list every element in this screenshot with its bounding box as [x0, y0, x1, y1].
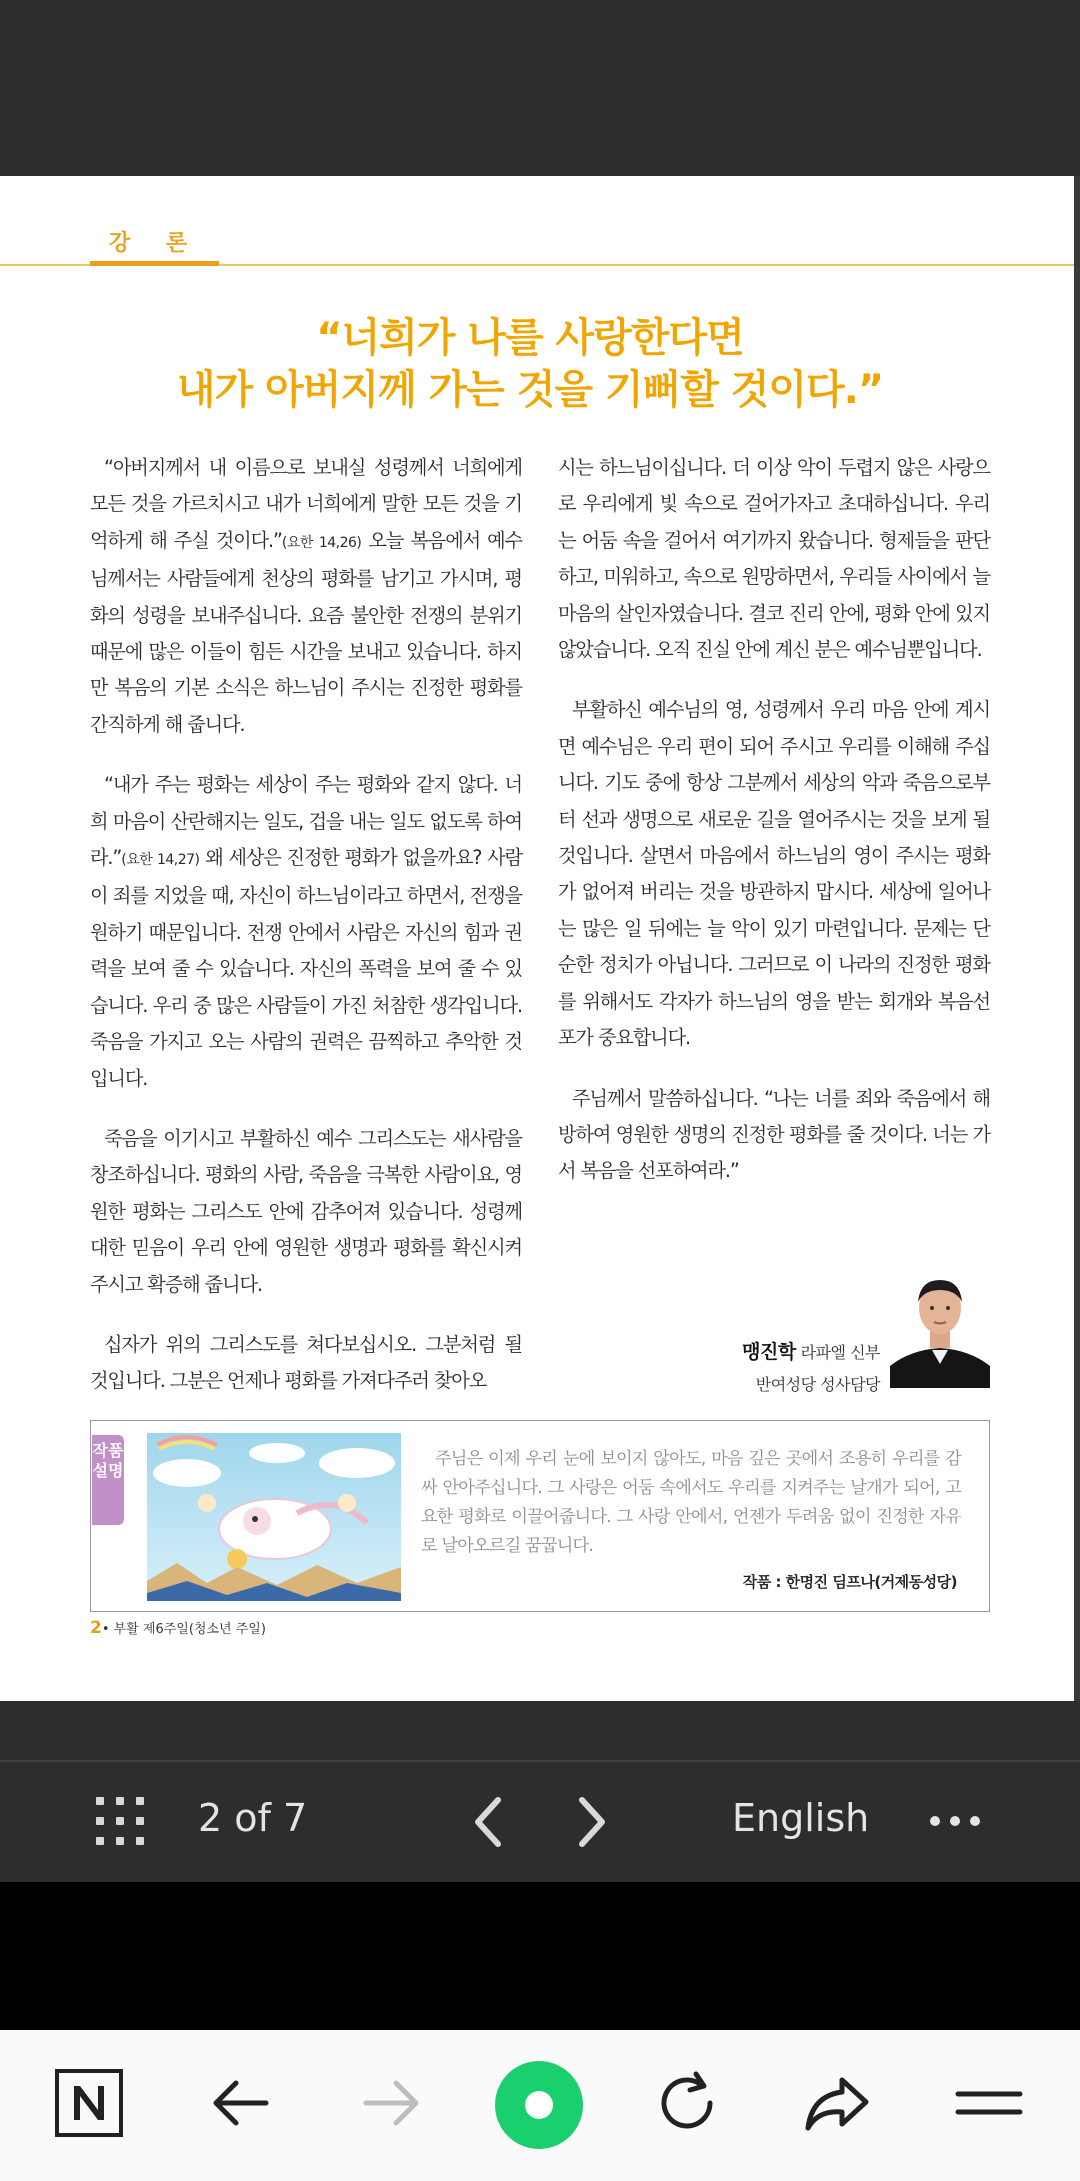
left-column	[90, 450, 522, 1424]
browser-bottom-bar	[0, 2030, 1080, 2181]
artwork-tab: 작품 설명	[92, 1435, 124, 1525]
paragraph: 죽음을 이기시고 부활하신 예수 그리스도는 새사람을 창조하십니다. 평화의 사람, 죽음을 극복한 사람이요, 영원한 평화는 그리스도 안에 감추어져 있습니다. 성령께 대한 믿음이 우리 안에 영원한 생명과 평화를 확신시켜 주시고 확증해 줍니다.	[90, 1126, 522, 1296]
headline-line-1: “너희가 나를 사랑한다면	[316, 315, 744, 361]
green-dot-button[interactable]	[494, 2060, 584, 2150]
document-page	[0, 176, 1074, 1701]
next-page-button[interactable]	[572, 1794, 612, 1850]
forward-arrow-icon[interactable]	[356, 2068, 426, 2138]
headline-line-2: 내가 아버지께 가는 것을 기뻐할 것이다.”	[176, 367, 884, 413]
section-label: 강 론	[108, 231, 202, 256]
author-photo	[890, 1268, 990, 1388]
naver-home-icon[interactable]	[54, 2068, 124, 2138]
chevron-right-icon	[572, 1794, 612, 1850]
author-title: 라파엘 신부	[800, 1343, 880, 1362]
grid-view-icon[interactable]	[96, 1797, 146, 1847]
page-indicator: 2 of 7	[198, 1796, 308, 1840]
author-name: 맹진학	[742, 1341, 796, 1363]
artwork-description: 주님은 이제 우리 눈에 보이지 않아도, 마음 깊은 곳에서 조용히 우리를 감싸 안아주십니다. 그 사랑은 어둠 속에서도 우리를 지켜주는 날개가 되어, 고요한 평화로 이끌어줍니다. 그 사랑 안에서, 언젠가 두려움 없이 진정한 자유로 날아오르길 꿈꿉니다.	[421, 1449, 961, 1556]
paragraph: 십자가 위의 그리스도를 쳐다보십시오. 그분처럼 될 것입니다. 그분은 언제나 평화를 가져다주러 찾아오	[90, 1332, 522, 1393]
language-button[interactable]: English	[732, 1796, 870, 1840]
page-footer	[90, 1618, 266, 1638]
artwork-credit: 작품 : 한명진 딤프나(거제동성당)	[742, 1573, 957, 1591]
paragraph: 부활하신 예수님의 영, 성령께서 우리 마음 안에 계시면 예수님은 우리 편이 되어 주시고 우리를 이해해 주십니다. 기도 중에 항상 그분께서 세상의 악과 죽음으로부터 선과 생명으로 새로운 길을 열어주시는 것을 보게 될 것입니다. 살면서 마음에서 하느님의 영이 주시는 평화가 없어져 버리는 것을 방관하지 맙시다. 세상에 일어나는 많은 일 뒤에는 늘 악이 있기 마련입니다. 문제는 단순한 정치가 아닙니다. 그러므로 이 나라의 진정한 평화를 위해서도 각자가 하느님의 영을 받는 회개와 복음선포가 중요합니다.	[558, 698, 990, 1050]
paragraph: “아버지께서 내 이름으로 보내실 성령께서 너희에게 모든 것을 가르치시고 내가 너희에게 말한 모든 것을 기억하게 해 주실 것이다.”(요한 14,26) 오늘 복음에서 예수님께서는 사람들에게 천상의 평화를 남기고 가시며, 평화의 성령을 보내주십니다. 요즘 불안한 전쟁의 분위기 때문에 많은 이들이 힘든 시간을 보내고 있습니다. 하지만 복음의 기본 소식은 하느님이 주시는 진정한 평화를 간직하게 해 줍니다.	[90, 456, 522, 736]
paragraph: 시는 하느님이십니다. 더 이상 악이 두렵지 않은 사랑으로 우리에게 빛 속으로 걸어가자고 초대하십니다. 우리는 어둠 속을 걸어서 여기까지 왔습니다. 형제들을 판단하고, 미워하고, 속으로 원망하면서, 우리들 사이에서 늘 마음의 살인자였습니다. 결코 진리 안에, 평화 안에 있지 않았습니다. 오직 진실 안에 계신 분은 예수님뿐입니다.	[558, 456, 990, 662]
chevron-left-icon	[468, 1794, 508, 1850]
back-arrow-icon[interactable]	[206, 2068, 276, 2138]
more-options-icon[interactable]	[930, 1810, 980, 1830]
page-edge	[1074, 176, 1080, 1701]
menu-icon[interactable]	[954, 2068, 1024, 2138]
headline	[80, 312, 980, 416]
author-role: 반여성당 성사담당	[755, 1375, 880, 1394]
prev-page-button[interactable]	[468, 1794, 508, 1850]
scripture-ref: (요한 14,26)	[281, 534, 362, 551]
artwork-caption-box	[90, 1420, 990, 1612]
scripture-ref: (요한 14,27)	[121, 852, 200, 869]
page-number: 2	[90, 1618, 102, 1638]
right-column	[558, 450, 990, 1214]
refresh-icon[interactable]	[652, 2068, 722, 2138]
share-icon[interactable]	[802, 2068, 872, 2138]
author-block	[640, 1336, 880, 1401]
footer-text: • 부활 제6주일(청소년 주일)	[101, 1622, 266, 1637]
reader-toolbar	[0, 1760, 1080, 1884]
artwork-image	[147, 1433, 401, 1601]
section-underline	[90, 261, 219, 266]
paragraph: “내가 주는 평화는 세상이 주는 평화와 같지 않다. 너희 마음이 산란해지는 일도, 겁을 내는 일도 없도록 하여라.”(요한 14,27) 왜 세상은 진정한 평화가 없을까요? 사람이 죄를 지었을 때, 자신이 하느님이라고 하면서, 전쟁을 원하기 때문입니다. 전쟁 안에서 사람은 자신의 힘과 권력을 보여 줄 수 있습니다. 자신의 폭력을 보여 줄 수 있습니다. 우리 중 많은 사람들이 가진 처참한 생각입니다. 죽음을 가지고 오는 사람의 권력은 끔찍하고 추악한 것입니다.	[90, 773, 522, 1090]
paragraph: 주님께서 말씀하십니다. “나는 너를 죄와 죽음에서 해방하여 영원한 생명의 진정한 평화를 줄 것이다. 너는 가서 복음을 선포하여라.”	[558, 1086, 990, 1183]
blank-area	[0, 1882, 1080, 2030]
